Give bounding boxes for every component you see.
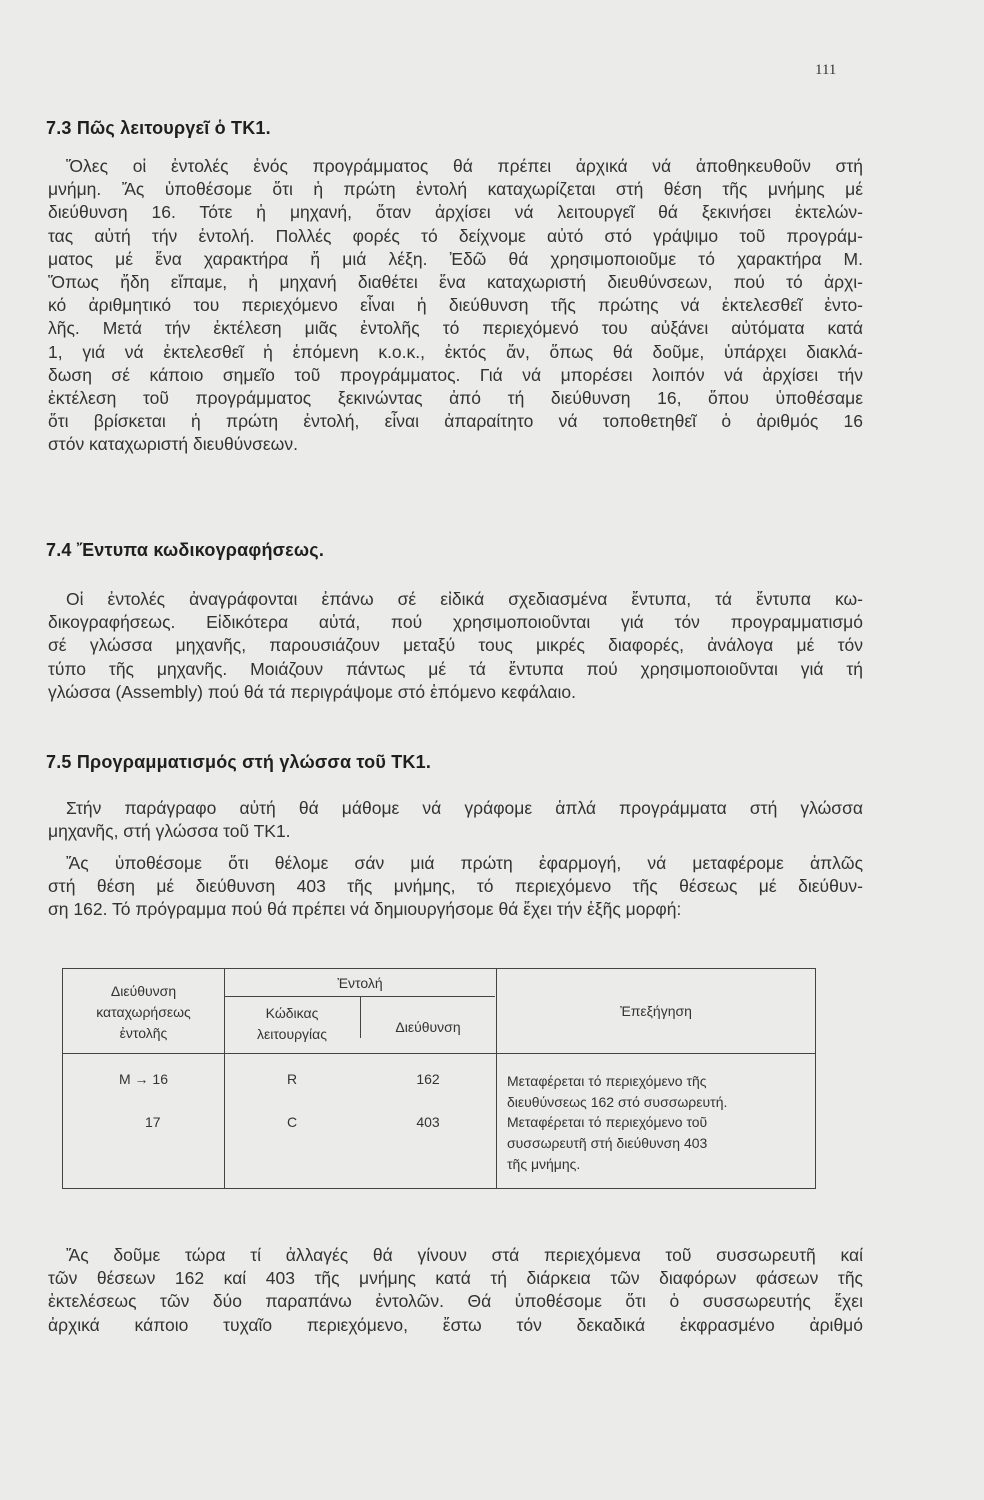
text-line: Οἱ ἐντολές ἀναγράφονται ἐπάνω σέ εἰδικά σχεδιασμένα ἔντυπα, τά ἔντυπα κω-: [66, 589, 863, 609]
text-line: μνήμη. Ἄς ὑποθέσομε ὅτι ἡ πρώτη ἐντολή καταχωρίζεται στή θέση τῆς μνήμης μέ: [48, 179, 863, 200]
text-line: δωση σέ κάποιο σημεῖο τοῦ προγράμματος. Γιά νά μπορέσει λοιπόν νά ἀρχίσει τήν: [48, 364, 863, 385]
header-explanation: Ἐπεξήγηση: [620, 1003, 692, 1019]
text-line: τῶν θέσεων 162 καί 403 τῆς μνήμης κατά τή διάρκεια τῶν διαφόρων φάσεων τῆς: [48, 1268, 863, 1289]
text-line: τύπο τῆς μηχανῆς. Μοιάζουν πάντως μέ τά ἔντυπα πού χρησιμοποιοῦνται γιά τή: [48, 658, 863, 679]
row-1-address: M → 16: [118, 1071, 168, 1087]
table-divider: [224, 996, 495, 997]
row-2-operand: 403: [416, 1114, 440, 1130]
text-line: δικογραφήσεως. Εἰδικότερα αὐτά, πού χρησιμοποιοῦνται γιά τόν προγραμματισμό: [48, 612, 863, 633]
closing-paragraph: [48, 1244, 863, 1337]
text-line: ἐκτέλεση τοῦ προγράμματος ξεκινώντας ἀπό τή διεύθυνση 16, ὅπου ὑποθέσαμε: [48, 388, 863, 409]
text-line: Ὅλες οἱ ἐντολές ἑνός προγράμματος θά πρέπει ἀρχικά νά ἀποθηκευθοῦν στή: [66, 156, 863, 176]
text-line: ματος μέ ἕνα χαρακτήρα ἤ μιά λέξη. Ἐδῶ θά χρησιμοποιοῦμε τό χαρακτήρα Μ.: [48, 248, 863, 269]
text-line: διεύθυνση 16. Τότε ἡ μηχανή, ὅταν ἀρχίσει νά λειτουργεῖ θά ξεκινήσει ἐκτελών-: [48, 202, 863, 223]
text-line: Ἄς ὑποθέσομε ὅτι θέλομε σάν μιά πρώτη ἐφαρμογή, νά μεταφέρομε ἁπλῶς: [66, 853, 863, 873]
coding-form-table: [62, 968, 816, 1189]
text-line: μηχανῆς, στή γλώσσα τοῦ ΤΚ1.: [48, 821, 291, 842]
section-7-5-heading: 7.5 Προγραμματισμός στή γλώσσα τοῦ ΤΚ1.: [46, 752, 432, 772]
row-2-opcode: C: [286, 1114, 298, 1130]
text-line: λῆς. Μετά τήν ἐκτέλεση μιᾶς ἐντολῆς τό περιεχόμενό του αὐξάνει αὐτόματα κατά: [48, 318, 863, 339]
row-2-explanation: Μεταφέρεται τό περιεχόμενο τοῦ συσσωρευτῆ στή διεύθυνση 403 τῆς μνήμης.: [507, 1114, 708, 1172]
text-line: Ἄς δοῦμε τώρα τί ἀλλαγές θά γίνουν στά περιεχόμενα τοῦ συσσωρευτῆ καί: [66, 1245, 863, 1265]
section-7-5-paragraph-1: [48, 797, 863, 843]
text-line: σέ γλώσσα μηχανῆς, παρουσιάζουν μεταξύ τους μικρές διαφορές, ἀνάλογα μέ τόν: [48, 635, 863, 656]
row-1-explanation: Μεταφέρεται τό περιεχόμενο τῆς διευθύνσεως 162 στό συσσωρευτή.: [507, 1073, 728, 1110]
table-divider: [63, 1053, 815, 1054]
header-address: Διεύθυνση καταχωρήσεως ἐντολῆς: [96, 983, 191, 1041]
header-operand: Διεύθυνση: [395, 1019, 461, 1035]
page-number: 111: [815, 62, 837, 78]
text-line: ση 162. Τό πρόγραμμα πού θά πρέπει νά δημιουργήσομε θά ἔχει τήν ἑξῆς μορφή:: [48, 899, 682, 920]
row-1-opcode: R: [286, 1071, 298, 1087]
text-line: ἐκτελέσεως τῶν δύο παραπάνω ἐντολῶν. Θά ὑποθέσομε ὅτι ὁ συσσωρευτής ἔχει: [48, 1291, 863, 1312]
text-line: ὅτι βρίσκεται ἡ πρώτη ἐντολή, εἶναι ἀπαραίτητο νά τοποθετηθεῖ ὁ ἀριθμός 16: [48, 411, 863, 432]
section-7-3-heading: 7.3 Πῶς λειτουργεῖ ὁ ΤΚ1.: [46, 118, 271, 138]
row-1-operand: 162: [416, 1071, 440, 1087]
text-line: στόν καταχωριστή διευθύνσεων.: [48, 434, 298, 455]
row-2-address: 17: [145, 1114, 161, 1130]
text-line: Στήν παράγραφο αὐτή θά μάθομε νά γράφομε ἁπλά προγράμματα στή γλώσσα: [66, 798, 863, 818]
text-line: στή θέση μέ διεύθυνση 403 τῆς μνήμης, τό περιεχόμενο τῆς θέσεως μέ διεύθυν-: [48, 876, 863, 897]
section-7-3-paragraph: [48, 155, 863, 457]
text-line: γλώσσα (Assembly) πού θά τά περιγράψομε στό ἑπόμενο κεφάλαιο.: [48, 681, 576, 702]
text-line: τας αὐτή τήν ἐντολή. Πολλές φορές τό δείχνομε αὐτό στό γράψιμο τοῦ προγράμ-: [48, 225, 863, 246]
header-opcode: Κώδικας λειτουργίας: [256, 1005, 328, 1042]
section-7-5-paragraph-2: [48, 852, 863, 922]
section-7-4-heading: 7.4 Ἔντυπα κωδικογραφήσεως.: [46, 540, 325, 560]
text-line: κό ἀριθμητικό του περιεχόμενο εἶναι ἡ διεύθυνση τῆς πρώτης νά ἐκτελεσθεῖ ἐντο-: [48, 295, 863, 316]
text-line: 1, γιά νά ἐκτελεσθεῖ ἡ ἑπόμενη κ.ο.κ., ἐκτός ἄν, ὅπως θά δοῦμε, ὑπάρχει διακλά-: [48, 341, 863, 362]
header-instruction: Ἐντολή: [337, 975, 383, 991]
section-7-4-paragraph: [48, 588, 863, 704]
text-line: ἀρχικά κάποιο τυχαῖο περιεχόμενο, ἔστω τόν δεκαδικά ἐκφρασμένο ἀριθμό: [48, 1314, 863, 1335]
text-line: Ὅπως ἤδη εἴπαμε, ἡ μηχανή διαθέτει ἕνα καταχωριστή διευθύνσεων, πού τό ἀρχι-: [48, 272, 863, 293]
